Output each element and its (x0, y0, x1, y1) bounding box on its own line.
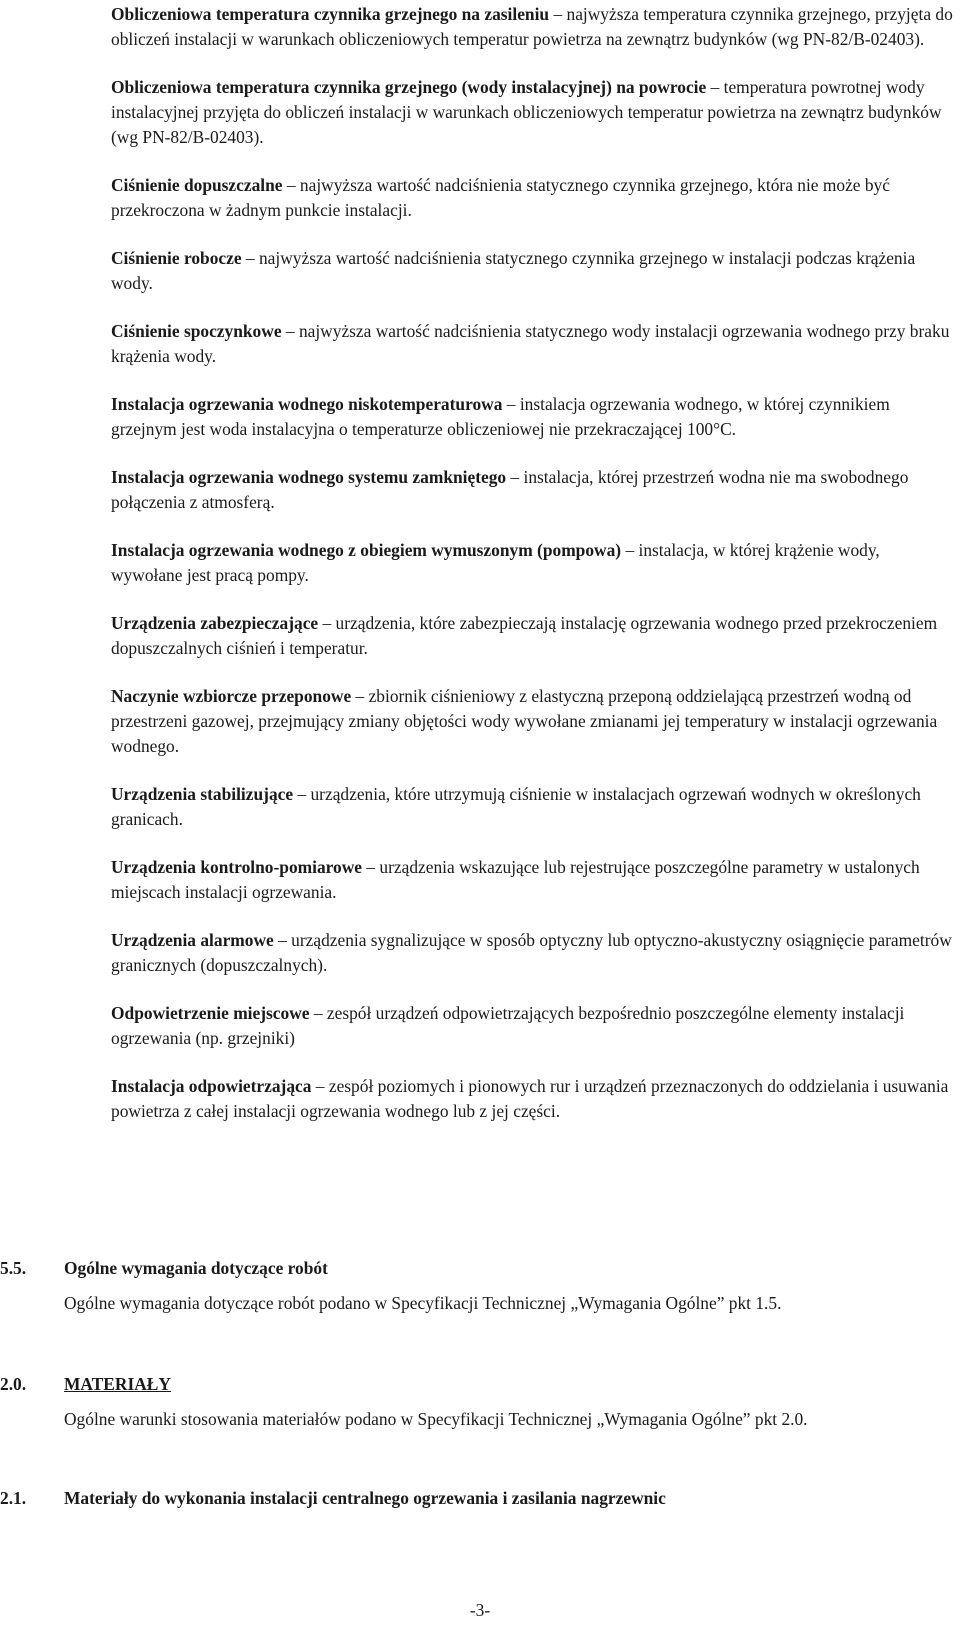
definition-item (111, 928, 953, 978)
definition-text: – najwyższa wartość nadciśnienia statycznego wody instalacji ogrzewania wodnego przy braku krążenia wody. (111, 321, 950, 366)
definition-item (111, 684, 953, 759)
definition-text: – najwyższa wartość nadciśnienia statycznego czynnika grzejnego w instalacji podczas krążenia wody. (111, 248, 916, 293)
definition-item (111, 319, 953, 369)
definition-term: Urządzenia alarmowe (111, 930, 274, 950)
definition-term: Instalacja ogrzewania wodnego niskotemperaturowa (111, 394, 503, 414)
definition-term: Ciśnienie robocze (111, 248, 242, 268)
section-number: 5.5. (0, 1258, 27, 1278)
definition-text: – zespół poziomych i pionowych rur i urządzeń przeznaczonych do oddzielania i usuwania powietrza z całej instalacji ogrzewania wodnego lub z jej części. (111, 1076, 949, 1121)
definition-item (111, 392, 953, 442)
definition-term: Instalacja odpowietrzająca (111, 1076, 312, 1096)
definition-text: – urządzenia sygnalizujące w sposób optyczny lub optyczno-akustyczny osiągnięcie parametrów granicznych (dopuszczalnych). (111, 930, 952, 975)
definition-item (111, 465, 953, 515)
definition-term: Instalacja ogrzewania wodnego systemu zamkniętego (111, 467, 507, 487)
section-number: 2.0. (0, 1374, 27, 1394)
definition-term: Obliczeniowa temperatura czynnika grzejnego na zasileniu (111, 4, 550, 24)
section-body: Ogólne warunki stosowania materiałów podano w Specyfikacji Technicznej „Wymagania Ogólne” pkt 2.0. (64, 1409, 808, 1429)
definition-term: Ciśnienie spoczynkowe (111, 321, 282, 341)
definition-item (111, 1001, 953, 1051)
definition-text: – temperatura powrotnej wody instalacyjnej przyjęta do obliczeń instalacji w warunkach obliczeniowych temperatur powietrza na zewnątrz budynków (wg PN-82/B-02403). (111, 77, 942, 147)
definition-text: – najwyższa wartość nadciśnienia statycznego czynnika grzejnego, która nie może być przekroczona w żadnym punkcie instalacji. (111, 175, 890, 220)
definition-text: – instalacja, której przestrzeń wodna nie ma swobodnego połączenia z atmosferą. (111, 467, 909, 512)
definition-item (111, 855, 953, 905)
definition-item (111, 538, 953, 588)
definition-term: Naczynie wzbiorcze przeponowe (111, 686, 352, 706)
definition-term: Urządzenia stabilizujące (111, 784, 294, 804)
definition-item (111, 173, 953, 223)
definition-text: – instalacja, w której krążenie wody, wywołane jest pracą pompy. (111, 540, 880, 585)
section-heading: Ogólne wymagania dotyczące robót (64, 1258, 328, 1278)
section-heading: Materiały do wykonania instalacji centralnego ogrzewania i zasilania nagrzewnic (64, 1488, 666, 1508)
definition-term: Instalacja ogrzewania wodnego z obiegiem wymuszonym (pompowa) (111, 540, 622, 560)
definition-term: Urządzenia kontrolno-pomiarowe (111, 857, 363, 877)
definition-item (111, 2, 953, 52)
definition-term: Obliczeniowa temperatura czynnika grzejnego (wody instalacyjnej) na powrocie (111, 77, 707, 97)
definition-text: – instalacja ogrzewania wodnego, w której czynnikiem grzejnym jest woda instalacyjna o temperaturze obliczeniowej nie przekraczającej 100°C. (111, 394, 890, 439)
definition-item (111, 246, 953, 296)
definition-term: Urządzenia zabezpieczające (111, 613, 319, 633)
definition-text: – urządzenia wskazujące lub rejestrujące poszczególne parametry w ustalonych miejscach instalacji ogrzewania. (111, 857, 920, 902)
definition-term: Ciśnienie dopuszczalne (111, 175, 283, 195)
definition-text: – zespół urządzeń odpowietrzających bezpośrednio poszczególne elementy instalacji ogrzewania (np. grzejniki) (111, 1003, 905, 1048)
definition-text: – urządzenia, które utrzymują ciśnienie w instalacjach ogrzewań wodnych w określonych granicach. (111, 784, 921, 829)
definition-item (111, 611, 953, 661)
definition-text: – urządzenia, które zabezpieczają instalację ogrzewania wodnego przed przekroczeniem dopuszczalnych ciśnień i temperatur. (111, 613, 938, 658)
definition-term: Odpowietrzenie miejscowe (111, 1003, 310, 1023)
section-heading: MATERIAŁY (64, 1374, 171, 1394)
definition-text: – zbiornik ciśnieniowy z elastyczną przeponą oddzielającą przestrzeń wodną od przestrzeni gazowej, przejmujący zmiany objętości wody wywołane zmianami jej temperatury w instalacji ogrzewania wodnego. (111, 686, 938, 756)
section-body: Ogólne wymagania dotyczące robót podano w Specyfikacji Technicznej „Wymagania Ogólne” pkt 1.5. (64, 1293, 782, 1313)
section-number: 2.1. (0, 1488, 27, 1508)
definition-text: – najwyższa temperatura czynnika grzejnego, przyjęta do obliczeń instalacji w warunkach obliczeniowych temperatur powietrza na zewnątrz budynków (wg PN-82/B-02403). (111, 4, 953, 49)
page-number: -3- (469, 1600, 491, 1620)
definition-item (111, 75, 953, 150)
definition-item (111, 1074, 953, 1124)
definition-item (111, 782, 953, 832)
definitions-list (111, 2, 953, 1147)
